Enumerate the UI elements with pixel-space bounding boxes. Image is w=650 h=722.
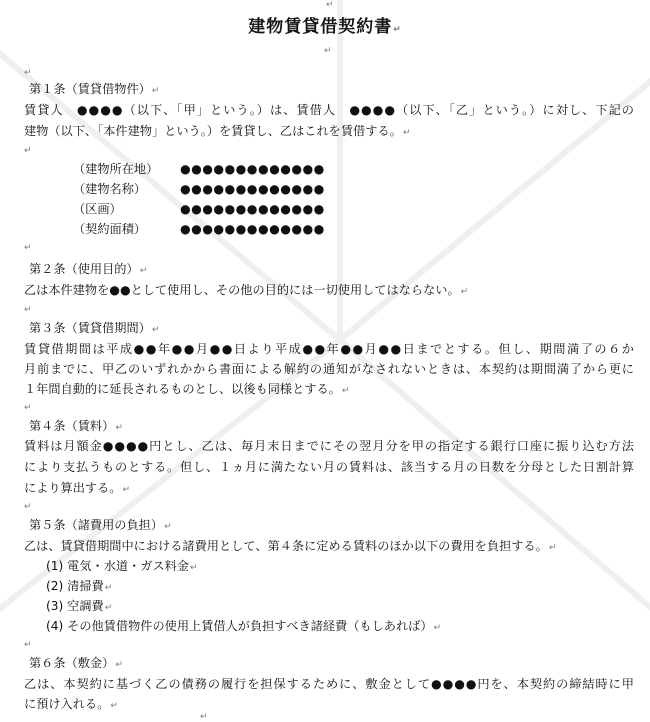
property-value-location: ●●●●●●●●●●●●● [180,162,325,176]
article-5-item-2: (2) 清掃費↵ [46,579,113,593]
article-5-item-4: (4) その他賃借物件の使用上賃借人が負担すべき諸経費（もしあれば）↵ [46,619,442,633]
article-3-heading: 第３条（賃貸借期間）↵ [29,321,160,335]
property-value-area: ●●●●●●●●●●●●● [180,222,325,236]
article-5-item-3: (3) 空調費↵ [46,599,113,613]
para-mark: ↵ [24,305,32,315]
article-3-line-1: 賃貸借期間は平成●●年●●月●●日より平成●●年●●月●●日までとする。但し、期間満了の６か [24,342,634,356]
article-1-line-2: 建物（以下、「本件建物」という。）を賃貸し、乙はこれを賃借する。↵ [24,124,411,138]
article-1-line-1: 賃貸人 ●●●●（以下、「甲」という。）は、賃借人 ●●●●（以下、「乙」という。）に対し、下記の [24,103,634,117]
document-title: 建物賃貸借契約書↵ [248,17,402,37]
para-mark: ↵ [24,243,32,253]
article-6-heading: 第６条（敷金）↵ [29,656,123,670]
property-value-section: ●●●●●●●●●●●●● [180,202,325,216]
para-mark: ↵ [200,712,208,722]
article-2-heading: 第２条（使用目的）↵ [29,262,148,276]
article-3-line-3: １年間自動的に延長されるものとし、以後も同様とする。↵ [24,382,350,396]
property-value-name: ●●●●●●●●●●●●● [180,182,325,196]
article-2-line-1: 乙は本件建物を●●として使用し、その他の目的には一切使用してはならない。↵ [24,283,469,297]
article-4-line-2: により支払うものとする。但し、１ヵ月に満たない月の賃料は、該当する月の日数を分母とした日割計算 [24,460,634,474]
para-mark: ↵ [326,0,334,10]
para-mark: ↵ [24,68,32,78]
article-5-item-1: (1) 電気・水道・ガス料金↵ [46,559,198,573]
property-label-area: （契約面積） [73,222,147,236]
article-1-heading: 第１条（賃貸借物件）↵ [29,82,160,96]
article-6-line-1: 乙は、本契約に基づく乙の債務の履行を担保するために、敷金として●●●●円を、本契約の締結時に甲 [24,677,634,691]
para-mark: ↵ [24,502,32,512]
article-5-heading: 第５条（諸費用の負担）↵ [29,518,172,532]
para-mark: ↵ [24,403,32,413]
para-mark: ↵ [24,146,32,156]
article-4-heading: 第４条（賃料）↵ [29,419,123,433]
property-label-section: （区画） [73,202,122,216]
article-4-line-3: により算出する。↵ [24,481,131,495]
property-label-name: （建物名称） [73,182,147,196]
para-mark: ↵ [324,46,332,56]
article-3-line-2: 月前までに、甲乙のいずれかから書面による解約の通知がなされないときは、本契約は期間満了から更に [24,362,634,376]
para-mark: ↵ [24,640,32,650]
property-label-location: （建物所在地） [73,162,159,176]
article-4-line-1: 賃料は月額金●●●●円とし、乙は、毎月末日までにその翌月分を甲の指定する銀行口座に振り込む方法 [24,439,634,453]
article-6-line-2: に預け入れる。↵ [24,697,118,711]
article-5-line-1: 乙は、賃貸借期間中における諸費用として、第４条に定める賃料のほか以下の費用を負担する。↵ [24,539,557,553]
